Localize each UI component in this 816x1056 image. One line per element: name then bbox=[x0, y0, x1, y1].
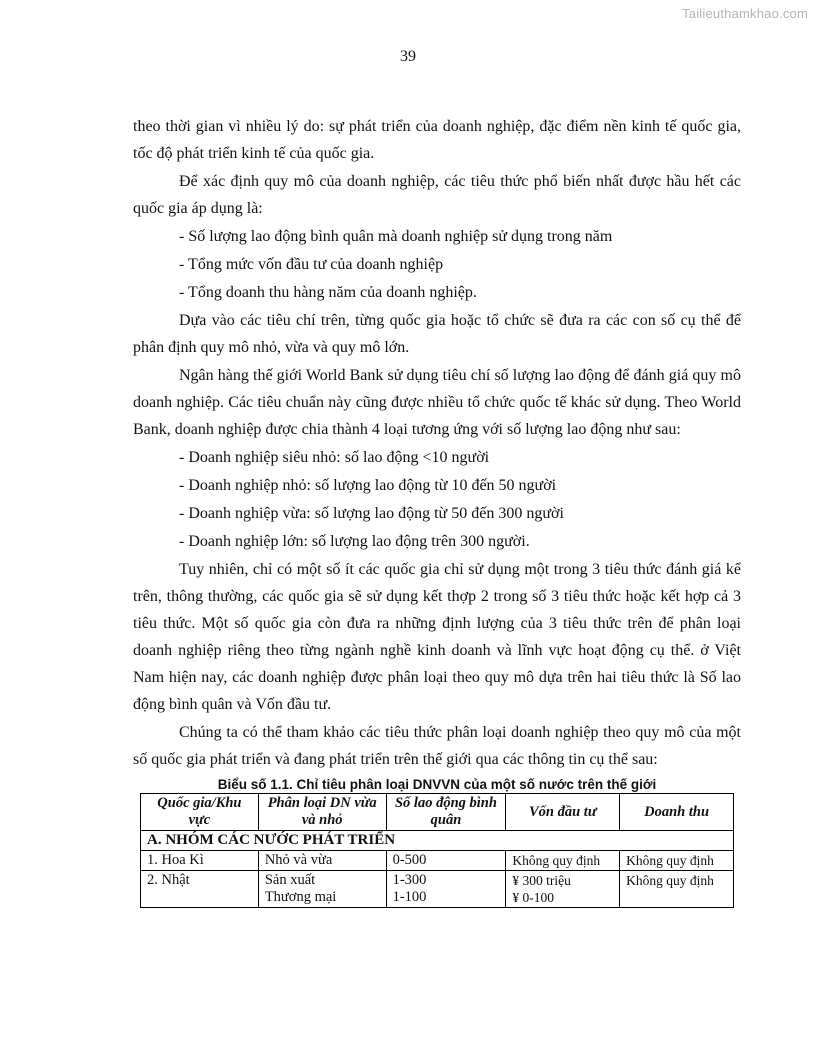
page-number: 39 bbox=[400, 48, 416, 65]
paragraph: Dựa vào các tiêu chí trên, từng quốc gia hoặc tổ chức sẽ đưa ra các con số cụ thể để phân định quy mô nhỏ, vừa và quy mô lớn. bbox=[133, 312, 741, 356]
capital-cell bbox=[506, 851, 620, 871]
paragraph: Chúng ta có thể tham khảo các tiêu thức phân loại doanh nghiệp theo quy mô của một số quốc gia phát triển và đang phát triển trên thế giới qua các thông tin cụ thể sau: bbox=[133, 724, 741, 768]
column-header: Vốn đầu tư bbox=[506, 794, 620, 831]
column-header: Phân loại DN vừa và nhỏ bbox=[258, 794, 386, 831]
labor-cell bbox=[386, 871, 506, 908]
capital-value: ¥ 0-100 bbox=[512, 890, 554, 905]
table-header-row bbox=[141, 794, 734, 831]
list-item: - Số lượng lao động bình quân mà doanh nghiệp sử dụng trong năm bbox=[179, 228, 613, 245]
type-value: Sản xuất bbox=[264, 872, 316, 888]
column-header: Số lao động bình quân bbox=[386, 794, 506, 831]
list-item: - Doanh nghiệp siêu nhỏ: số lao động <10 người bbox=[179, 449, 490, 466]
type-cell bbox=[258, 851, 386, 871]
list-item: - Doanh nghiệp lớn: số lượng lao động trên 300 người. bbox=[179, 533, 530, 550]
watermark: Tailieuthamkhao.com bbox=[682, 6, 808, 21]
table-row bbox=[141, 871, 734, 908]
list-item: - Tổng mức vốn đầu tư của doanh nghiệp bbox=[179, 256, 444, 273]
country-cell: 1. Hoa Kì bbox=[141, 851, 259, 871]
table-caption: Biểu số 1.1. Chỉ tiêu phân loại DNVVN của một số nước trên thế giới bbox=[217, 777, 657, 792]
capital-cell bbox=[506, 871, 620, 908]
list-item: - Tổng doanh thu hàng năm của doanh nghiệp. bbox=[179, 284, 477, 301]
labor-value: 1-100 bbox=[392, 889, 427, 905]
type-value: Thương mại bbox=[264, 889, 337, 905]
capital-value: Không quy định bbox=[512, 853, 601, 868]
column-header: Quốc gia/Khu vực bbox=[141, 794, 259, 831]
revenue-cell: Không quy định bbox=[620, 871, 734, 908]
list-item: - Doanh nghiệp nhỏ: số lượng lao động từ 10 đến 50 người bbox=[179, 477, 557, 494]
group-label: A. NHÓM CÁC NƯỚC PHÁT TRIỂN bbox=[141, 831, 734, 851]
paragraph: theo thời gian vì nhiều lý do: sự phát triển của doanh nghiệp, đặc điểm nền kinh tế quốc gia, tốc độ phát triển kinh tế của quốc gia. bbox=[133, 118, 741, 162]
capital-value: ¥ 300 triệu bbox=[512, 873, 571, 888]
table-row bbox=[141, 851, 734, 871]
labor-value: 1-300 bbox=[392, 872, 427, 888]
page-body bbox=[133, 113, 741, 908]
labor-cell bbox=[386, 851, 506, 871]
country-cell: 2. Nhật bbox=[141, 871, 259, 908]
paragraph: Tuy nhiên, chỉ có một số ít các quốc gia chỉ sử dụng một trong 3 tiêu thức đánh giá kể trên, thông thường, các quốc gia sẽ sử dụng kết thợp 2 trong số 3 tiêu thức hoặc kết hợp cả 3 tiêu thức. Một số quốc gia còn đưa ra những định lượng của 3 tiêu thức trên để phân loại doanh nghiệp riêng theo từng ngành nghề kinh doanh và lĩnh vực hoạt động cụ thể. ở Việt Nam hiện nay, các doanh nghiệp được phân loại theo quy mô dựa trên hai tiêu thức là Số lao động bình quân và Vốn đầu tư. bbox=[133, 561, 741, 713]
column-header: Doanh thu bbox=[620, 794, 734, 831]
paragraph: Để xác định quy mô của doanh nghiệp, các tiêu thức phổ biến nhất được hầu hết các quốc gia áp dụng là: bbox=[133, 173, 741, 217]
table-group-row bbox=[141, 831, 734, 851]
paragraph: Ngân hàng thế giới World Bank sử dụng tiêu chí số lượng lao động để đánh giá quy mô doanh nghiệp. Các tiêu chuẩn này cũng được nhiều tổ chức quốc tế khác sử dụng. Theo World Bank, doanh nghiệp được chia thành 4 loại tương ứng với số lượng lao động như sau: bbox=[133, 367, 741, 438]
list-item: - Doanh nghiệp vừa: số lượng lao động từ 50 đến 300 người bbox=[179, 505, 564, 522]
labor-value: 0-500 bbox=[392, 852, 427, 868]
revenue-cell: Không quy định bbox=[620, 851, 734, 871]
type-cell bbox=[258, 871, 386, 908]
sme-criteria-table bbox=[140, 793, 734, 908]
type-value: Nhỏ và vừa bbox=[264, 852, 333, 868]
